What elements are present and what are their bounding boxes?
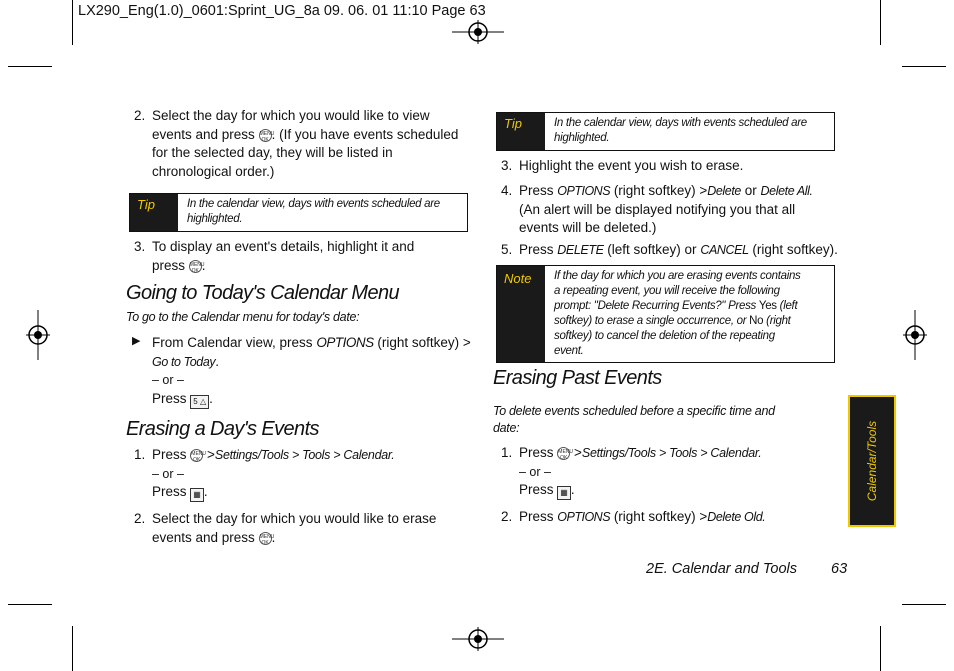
text: Press bbox=[519, 445, 554, 460]
key-label: 5 bbox=[193, 396, 198, 406]
crop-mark bbox=[902, 604, 946, 605]
menu-ok-key-icon: MENU OK bbox=[191, 451, 207, 463]
text-line: highlighted. bbox=[187, 213, 243, 225]
step-number: 2. bbox=[134, 511, 146, 526]
text: . bbox=[271, 529, 276, 545]
text: Tools bbox=[302, 448, 331, 462]
crop-mark bbox=[8, 66, 52, 67]
text-line: (An alert will be displayed notifying you that all bbox=[519, 201, 796, 217]
section-heading: Going to Today's Calendar Menu bbox=[126, 282, 400, 304]
tip-text bbox=[554, 116, 832, 146]
text: (right softkey) bbox=[613, 183, 696, 198]
text-line: highlighted. bbox=[554, 132, 610, 144]
text: (right softkey) bbox=[377, 335, 460, 350]
step-text bbox=[152, 510, 472, 547]
text: (right softkey) bbox=[613, 509, 696, 524]
text-line bbox=[152, 257, 472, 276]
text-line: In the calendar view, days with events scheduled are bbox=[187, 198, 440, 210]
text: Go to Today bbox=[152, 354, 216, 369]
text-line: chronological order.) bbox=[152, 163, 275, 179]
text: . bbox=[201, 257, 206, 273]
registration-mark-icon bbox=[452, 20, 504, 44]
text: Delete bbox=[707, 184, 741, 198]
step-text: Highlight the event you wish to erase. bbox=[519, 158, 744, 173]
text: Press bbox=[519, 242, 554, 257]
tip-label: Tip bbox=[497, 113, 545, 150]
section-intro bbox=[493, 403, 775, 437]
crop-mark bbox=[72, 0, 73, 45]
note-box bbox=[496, 265, 835, 363]
text-line: Go to Today. bbox=[152, 353, 220, 369]
step-number: 4. bbox=[501, 183, 513, 198]
text-line: Press ▦ . bbox=[519, 481, 839, 500]
section-side-tab bbox=[848, 395, 896, 527]
text-line: Select the day for which you would like to view bbox=[152, 108, 430, 123]
text: OPTIONS bbox=[557, 510, 611, 524]
section-intro: To go to the Calendar menu for today's date: bbox=[126, 310, 360, 324]
menu-ok-key-icon: MENU OK bbox=[259, 130, 275, 143]
step-number: 1. bbox=[134, 447, 146, 462]
tip-box bbox=[496, 112, 835, 151]
text: Press bbox=[519, 509, 554, 524]
text: prompt: "Delete Recurring Events?" Press bbox=[554, 300, 756, 312]
text: OPTIONS bbox=[557, 184, 611, 198]
note-label: Note bbox=[497, 266, 545, 362]
text-line: events will be deleted.) bbox=[519, 220, 657, 235]
menu-ok-key-icon: MENU OK bbox=[558, 449, 574, 461]
text-line: In the calendar view, days with events scheduled are bbox=[554, 117, 807, 129]
bullet-arrow-icon: ▶ bbox=[132, 335, 141, 347]
text: From Calendar view, press bbox=[152, 335, 313, 350]
text-line: Press MENU OK >Settings/Tools > Tools > Calendar. bbox=[519, 445, 762, 461]
text-line: Select the day for which you would like to erase bbox=[152, 511, 437, 526]
section-heading: Erasing Past Events bbox=[493, 367, 662, 389]
text-line: To delete events scheduled before a specific time and bbox=[493, 404, 775, 418]
text: Press bbox=[152, 390, 187, 406]
text-line bbox=[152, 529, 472, 548]
crop-mark bbox=[72, 626, 73, 671]
text-line: Press OPTIONS (right softkey) >Delete or Delete All. bbox=[519, 183, 813, 198]
or-separator: – or – bbox=[152, 466, 184, 481]
text: OPTIONS bbox=[316, 335, 374, 350]
step-text bbox=[519, 241, 838, 260]
step-text bbox=[152, 446, 472, 502]
text-line: Press 5 △ . bbox=[152, 390, 482, 409]
text: or bbox=[744, 183, 757, 198]
step-text bbox=[152, 238, 472, 275]
calendar-key-icon: ▦ bbox=[190, 488, 204, 502]
text: Delete All. bbox=[760, 184, 813, 198]
text: Press bbox=[519, 482, 554, 497]
registration-mark-icon bbox=[903, 310, 927, 360]
note-text bbox=[554, 269, 832, 359]
step-text bbox=[152, 107, 472, 181]
text-line: To display an event's details, highlight it and bbox=[152, 239, 415, 254]
text-line bbox=[554, 314, 832, 329]
text-line bbox=[152, 126, 472, 145]
calendar-key-icon: ▦ bbox=[557, 486, 571, 500]
text: Calendar bbox=[343, 448, 392, 462]
registration-mark-icon bbox=[452, 627, 504, 651]
section-heading: Erasing a Day's Events bbox=[126, 418, 319, 440]
crop-mark bbox=[902, 66, 946, 67]
text: (left softkey) or bbox=[607, 242, 697, 257]
text: No bbox=[749, 315, 764, 327]
text: Tools bbox=[669, 446, 698, 460]
step-number: 3. bbox=[134, 239, 146, 254]
text: . (If you have events scheduled bbox=[271, 126, 459, 142]
or-separator: – or – bbox=[519, 464, 551, 479]
text-line: a repeating event, you will receive the following bbox=[554, 285, 780, 297]
step-number: 5. bbox=[501, 242, 513, 257]
text: Delete Old. bbox=[707, 510, 766, 524]
step-number: 2. bbox=[134, 108, 146, 123]
text-line: date: bbox=[493, 421, 520, 435]
menu-ok-key-icon: MENU OK bbox=[259, 533, 275, 546]
text-line: for the selected day, they will be listed in bbox=[152, 145, 393, 160]
text: Press bbox=[519, 183, 554, 198]
text-line: Press ▦ . bbox=[152, 483, 472, 502]
or-separator: – or – bbox=[152, 373, 184, 387]
tip-text bbox=[187, 197, 465, 227]
page-number: 63 bbox=[831, 561, 848, 577]
step-text: Press OPTIONS (right softkey) >Delete Old. bbox=[519, 509, 766, 524]
key-5-icon: 5 △ bbox=[190, 395, 209, 409]
step-text bbox=[519, 182, 839, 238]
text: (right softkey). bbox=[752, 242, 838, 257]
text-line: Press MENU OK >Settings/Tools > Tools > Calendar. bbox=[152, 447, 395, 463]
text: Yes bbox=[758, 300, 777, 312]
text: DELETE bbox=[557, 243, 604, 257]
crop-mark bbox=[880, 626, 881, 671]
text-line: If the day for which you are erasing events contains bbox=[554, 270, 801, 282]
text: events and press bbox=[152, 529, 255, 545]
bullet-text bbox=[152, 334, 482, 409]
text: CANCEL bbox=[700, 243, 749, 257]
print-header: LX290_Eng(1.0)_0601:Sprint_UG_8a 09. 06. 01 11:10 Page 63 bbox=[78, 3, 486, 19]
text: events and press bbox=[152, 126, 255, 142]
text: Settings/Tools bbox=[581, 446, 656, 460]
text: (right bbox=[766, 315, 791, 327]
text: Calendar bbox=[710, 446, 759, 460]
text: softkey) to erase a single occurrence, or bbox=[554, 315, 747, 327]
step-number: 3. bbox=[501, 158, 513, 173]
tip-label: Tip bbox=[130, 194, 178, 231]
side-tab-label: Calendar/Tools bbox=[865, 420, 879, 502]
text: (left bbox=[779, 300, 798, 312]
menu-ok-key-icon: MENU OK bbox=[189, 261, 205, 274]
step-number: 1. bbox=[501, 445, 513, 460]
text-line: softkey) to cancel the deletion of the repeating bbox=[554, 330, 775, 342]
crop-mark bbox=[880, 0, 881, 45]
tip-box bbox=[129, 193, 468, 232]
step-number: 2. bbox=[501, 509, 513, 524]
crop-mark bbox=[8, 604, 52, 605]
step-text bbox=[519, 444, 839, 500]
text: Press bbox=[152, 447, 187, 462]
registration-mark-icon bbox=[26, 310, 50, 360]
text: press bbox=[152, 257, 186, 273]
text: Settings/Tools bbox=[214, 448, 289, 462]
footer-section-title: 2E. Calendar and Tools bbox=[646, 561, 798, 577]
text-line bbox=[554, 299, 832, 314]
text: Press bbox=[152, 484, 187, 499]
text-line: From Calendar view, press OPTIONS (right softkey) > bbox=[152, 335, 471, 350]
text-line: event. bbox=[554, 345, 584, 357]
